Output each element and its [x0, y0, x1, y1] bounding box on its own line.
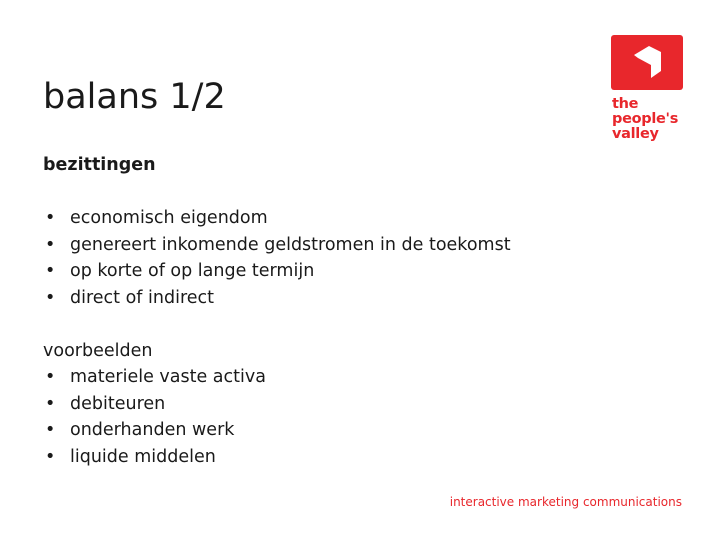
slide-content — [43, 152, 643, 470]
list-item — [43, 205, 643, 232]
section-heading-voorbeelden: voorbeelden — [43, 340, 153, 361]
list-item — [43, 232, 643, 259]
list-item-text: direct of indirect — [70, 287, 215, 308]
company-logo — [611, 35, 683, 153]
list-item-text: economisch eigendom — [70, 208, 268, 228]
logo-wordmark — [612, 97, 692, 142]
spacer — [43, 311, 643, 338]
list-item-text: materiele vaste activa — [70, 367, 266, 387]
slide-title: balans 1/2 — [43, 77, 226, 117]
logo-line: valley — [612, 126, 659, 142]
bullet-icon: • — [45, 261, 56, 281]
list-item-text: genereert inkomende geldstromen in de toekomst — [70, 234, 511, 255]
list-item — [43, 444, 643, 471]
logo-cube-icon — [611, 35, 683, 90]
list-item-text: op korte of op lange termijn — [70, 261, 315, 281]
bullet-icon: • — [45, 287, 56, 308]
footer-tagline: interactive marketing communications — [449, 495, 682, 509]
list-item-text: onderhanden werk — [70, 420, 235, 440]
bullet-icon: • — [45, 393, 56, 414]
bullet-icon: • — [45, 234, 56, 255]
list-item — [43, 417, 643, 444]
list-item — [43, 285, 643, 312]
bullet-list-bezittingen — [43, 205, 643, 311]
logo-mark — [611, 35, 683, 90]
spacer — [43, 179, 643, 206]
bullet-icon: • — [45, 367, 56, 387]
list-item — [43, 258, 643, 285]
section-heading-bezittingen: bezittingen — [43, 155, 156, 175]
bullet-icon: • — [45, 208, 56, 228]
list-item-text: liquide middelen — [70, 446, 216, 467]
list-item-text: debiteuren — [70, 393, 166, 414]
bullet-icon: • — [45, 446, 56, 467]
list-item — [43, 364, 643, 391]
logo-line: the — [612, 96, 639, 112]
bullet-icon: • — [45, 420, 56, 440]
list-item — [43, 391, 643, 418]
logo-line: people's — [612, 111, 679, 127]
bullet-list-voorbeelden — [43, 364, 643, 470]
